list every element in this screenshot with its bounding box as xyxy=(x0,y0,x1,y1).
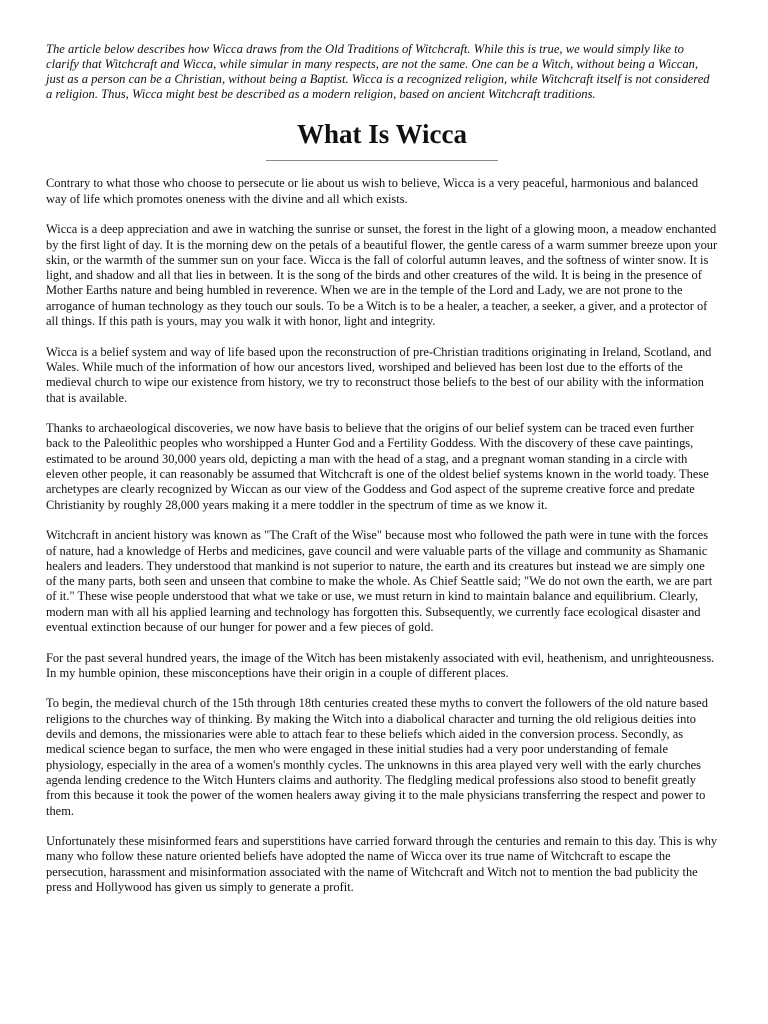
paragraph-3: Wicca is a belief system and way of life based upon the reconstruction of pre-Christian traditions originating in Ireland, Scotland, and Wales. While much of the information of how our ancestors lived, worshiped and believed has been lost due to the efforts of the medieval church to wipe our existence from history, we try to reconstruct those beliefs to the best of our ability with the information that is available. xyxy=(46,344,712,405)
paragraph-6: For the past several hundred years, the image of the Witch has been mistakenly associated with evil, heathenism, and unrighteousness. In my humble opinion, these misconceptions have their origin in a couple of different places. xyxy=(46,650,715,680)
paragraph-4: Thanks to archaeological discoveries, we now have basis to believe that the origins of our belief system can be traced even further back to the Paleolithic peoples who worshipped a Hunter God and a Fertility Goddess. With the discovery of these cave paintings, estimated to be around 30,000 years old, depicting a man with the head of a stag, and a pregnant woman standing in a circle with eleven other people, it can reasonably be assumed that Witchcraft is one of the oldest belief systems known in the world toady. These archetypes are clearly recognized by Wiccan as our view of the Goddess and God aspect of the supreme creative force and predate Christianity by roughly 28,000 years making it a mere toddler in the spectrum of time as we know it. xyxy=(46,421,709,512)
paragraph-8: Unfortunately these misinformed fears and superstitions have carried forward through the centuries and remain to this day. This is why many who follow these nature oriented beliefs have adopted the name of Wicca over its true name of Witchcraft to escape the persecution, harassment and misinformation associated with the name of Witchcraft and Witch not to mention the bad publicity the press and Hollywood has given us simply to generate a profit. xyxy=(46,834,718,895)
paragraph-1: Contrary to what those who choose to persecute or lie about us wish to believe, Wicca is a very peaceful, harmonious and balanced way of life which promotes oneness with the divine and all which exists. xyxy=(46,176,699,206)
paragraph-5: Witchcraft in ancient history was known as "The Craft of the Wise" because most who followed the path were in tune with the forces of nature, had a knowledge of Herbs and medicines, gave council and were valuable parts of the village and community as Shamanic healers and leaders. They understood that mankind is not superior to nature, the earth and its creatures but instead we are simply one of the many parts, both seen and unseen that combine to make the whole. As Chief Seattle said; "We do not own the earth, we are part of it." These wise people understood that what we take or use, we must return in kind to maintain balance and equilibrium. Clearly, modern man with all his applied learning and technology has forgotten this. Subsequently, we currently face ecological disaster and eventual extinction because of our hunger for power and a few pieces of gold. xyxy=(46,528,713,634)
title-divider xyxy=(266,160,498,161)
paragraph-7: To begin, the medieval church of the 15th through 18th centuries created these myths to convert the followers of the old nature based religions to the churches way of thinking. By making the Witch into a diabolical character and turning the old religious deities into devils and demons, the missionaries were able to attach fear to these beliefs which aided in the conversion process. Secondly, as medical science began to surface, the men who were engaged in these initial studies had a very poor understanding of female physiology, especially in the area of a women's monthly cycles. The unknowns in this area played very well with the early churches agenda lending credence to the Witch Hunters claims and authority. The fledgling medical professions also stood to benefit greatly from this because it took the power of the women healers away giving it to the male physicians transferring the respect and power to them. xyxy=(46,696,708,818)
page-title: What Is Wicca xyxy=(296,119,467,150)
article-body xyxy=(46,176,718,895)
intro-note: The article below describes how Wicca draws from the Old Traditions of Witchcraft. While this is true, we would simply like to clarify that Witchcraft and Wicca, while simular in many respects, are not the same. One can be a Witch, without being a Wiccan, just as a person can be a Christian, without being a Baptist. Wicca is a recognized religion, while Witchcraft itself is not considered a religion. Thus, Wicca might best be described as a modern religion, based on ancient Witchcraft traditions. xyxy=(46,42,710,102)
article xyxy=(46,42,718,911)
paragraph-2: Wicca is a deep appreciation and awe in watching the sunrise or sunset, the forest in the light of a glowing moon, a meadow enchanted by the first light of day. It is the morning dew on the petals of a beautiful flower, the gentle caress of a warm summer breeze upon your skin, or the warmth of the summer sun on your face. Wicca is the fall of colorful autumn leaves, and the softness of winter snow. It is light, and shadow and all that lies in between. It is the song of the birds and other creatures of the wild. It is being in the presence of Mother Earths nature and being humbled in reverence. When we are in the temple of the Lord and Lady, we are not prone to the arrogance of human technology as they touch our souls. To be a Witch is to be a healer, a teacher, a seeker, a giver, and a protector of all things. If this path is yours, may you walk it with honor, light and integrity. xyxy=(46,222,718,329)
